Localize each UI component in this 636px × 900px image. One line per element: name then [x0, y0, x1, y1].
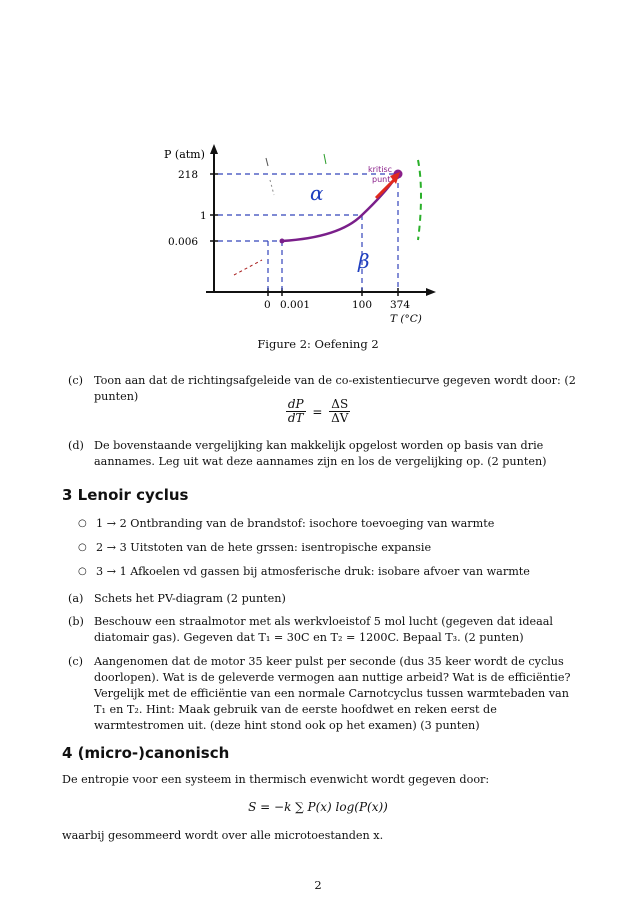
question-2d: [68, 438, 578, 470]
annotation-beta: β: [358, 249, 370, 273]
critical-label-1: kritisc: [368, 165, 393, 174]
y-tick-1: 1: [200, 210, 207, 222]
item-text: Beschouw een straalmotor met als werkvloeistof 5 mol lucht (gegeven dat ideaal diatomair gas). Gegeven dat T₁ = 30C en T₂ = 1200C. Bepaal T₃. (2 punten): [94, 615, 554, 644]
bullet-item: ○ 2 → 3 Uitstoten van de hete grssen: isentropische expansie: [78, 541, 432, 554]
item-label: (b): [68, 615, 84, 628]
item-label: (d): [68, 439, 84, 452]
bullet-text: 3 → 1 Afkoelen vd gassen bij atmosferische druk: isobare afvoer van warmte: [96, 565, 530, 578]
annotation-alpha: α: [310, 181, 324, 205]
page-number: 2: [314, 878, 322, 892]
entropy-equation: S = −k ∑ P(x) log(P(x)): [248, 800, 388, 814]
question-3b: [68, 614, 578, 646]
section-4-heading: 4 (micro-)canonisch: [62, 744, 230, 762]
y-axis-arrow: [210, 144, 218, 154]
phase-diagram-figure: [150, 140, 450, 330]
eq-num: dP: [287, 397, 304, 411]
x-tick-100: 100: [352, 299, 373, 311]
y-tick-0006: 0.006: [168, 236, 199, 248]
eq-equals: =: [312, 404, 323, 419]
eq-rden: ΔV: [331, 411, 349, 425]
eq-rnum: ΔS: [331, 397, 349, 411]
item-text: Toon aan dat de richtingsafgeleide van de co-existentiecurve gegeven wordt door: (2 punten): [94, 374, 576, 403]
x-tick-0001: 0.001: [280, 299, 311, 311]
x-axis-label: T (°C): [390, 313, 422, 325]
y-axis-label: P (atm): [164, 148, 205, 161]
x-axis-arrow: [426, 288, 436, 296]
triple-point: [280, 239, 285, 244]
figure-caption: Figure 2: Oefening 2: [257, 337, 379, 351]
question-3a: [68, 591, 578, 607]
bullet-item: ○ 1 → 2 Ontbranding van de brandstof: isochore toevoeging van warmte: [78, 517, 495, 530]
question-3c: [68, 654, 578, 734]
bullet-item: ○ 3 → 1 Afkoelen vd gassen bij atmosferische druk: isobare afvoer van warmte: [78, 565, 530, 578]
section-3-heading: 3 Lenoir cyclus: [62, 486, 189, 504]
item-label: (c): [68, 374, 83, 387]
item-label: (c): [68, 655, 83, 668]
critical-label-2: punt: [372, 175, 391, 184]
eq-den: dT: [287, 411, 304, 425]
bullet-text: 2 → 3 Uitstoten van de hete grssen: isentropische expansie: [96, 541, 432, 554]
section-4-after: waarbij gesommeerd wordt over alle microtoestanden x.: [62, 829, 384, 842]
item-label: (a): [68, 592, 84, 605]
item-text: Schets het PV-diagram (2 punten): [94, 592, 286, 605]
bullet-text: 1 → 2 Ontbranding van de brandstof: isochore toevoeging van warmte: [96, 517, 495, 530]
coexistence-curve: [282, 174, 398, 241]
question-2c: [68, 373, 588, 403]
x-tick-0: 0: [264, 299, 271, 311]
x-tick-374: 374: [390, 299, 411, 311]
equation-clausius: [0, 398, 636, 425]
y-tick-218: 218: [178, 169, 199, 181]
item-text: Aangenomen dat de motor 35 keer pulst per seconde (dus 35 keer wordt de cyclus doorlopen). Wat is de geleverde vermogen aan nuttige arbeid? Wat is de efficiëntie? Vergelijk met de efficiëntie van een normale Carnotcyclus tussen warmtebaden van T₁ en T₂. Hint: Maak gebruik van de eerste hoofdwet en reken eerst de warmtestromen uit. (deze hint stond ook op het examen) (3 punten): [94, 655, 571, 732]
section-4-intro: De entropie voor een systeem in thermisch evenwicht wordt gegeven door:: [62, 773, 490, 786]
item-text: De bovenstaande vergelijking kan makkelijk opgelost worden op basis van drie aannames. Leg uit wat deze aannames zijn en los de vergelijking op. (2 punten): [94, 439, 547, 468]
